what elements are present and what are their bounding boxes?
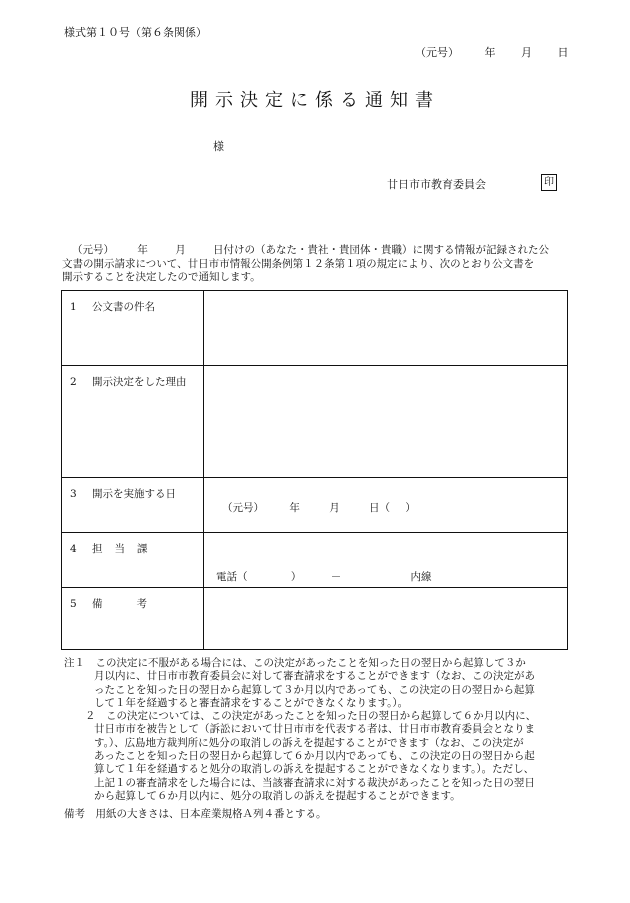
- notice-body: [62, 244, 572, 285]
- note-line: 廿日市市を被告として（訴訟において廿日市市を代表する者は、廿日市市教育委員会となりま: [94, 723, 535, 736]
- row-label-document-title: [62, 291, 204, 366]
- note-line: 上記１の審査請求をした場合には、当該審査請求に対する裁決があったことを知った日の翌日: [94, 776, 535, 789]
- implementation-date-value: [204, 478, 568, 533]
- impl-year: 年: [289, 502, 300, 514]
- phone-label: 電話（: [216, 571, 248, 583]
- body-era: （元号）: [72, 244, 114, 256]
- remarks-value: [204, 588, 568, 650]
- body-line-3: 開示することを決定したので通知します。: [62, 271, 261, 283]
- note-line: ったことを知った日の翌日から起算して３か月以内であっても、この決定の日の翌日から起算: [94, 683, 535, 696]
- row-number: 2: [70, 376, 77, 388]
- body-line-1-rest: 日付けの（あなた・貴社・貴団体・貴職）に関する情報が記録された公: [213, 244, 550, 256]
- impl-day: 日（: [369, 502, 391, 514]
- body-line-1: [62, 244, 572, 258]
- addressee-suffix: 様: [213, 140, 224, 153]
- extension-label: 内線: [410, 571, 432, 583]
- dept-label-char: 担: [92, 543, 103, 555]
- phone-close-paren: ）: [290, 571, 302, 583]
- seal-mark: 印: [541, 174, 557, 191]
- form-number: 様式第１０号（第６条関係）: [64, 26, 207, 39]
- row-label-department: [62, 533, 204, 588]
- notes-section: [64, 657, 584, 803]
- note-line: 月以内に、廿日市市教育委員会に対して審査請求をすることができます（なお、この決定があ: [94, 670, 535, 683]
- department-value: [204, 533, 568, 588]
- note-line: あったことを知った日の翌日から起算して６か月以内であっても、この決定の日の翌日から起: [94, 750, 535, 763]
- remarks-footer: 備考 用紙の大きさは、日本産業規格Ａ列４番とする。: [64, 808, 327, 820]
- phone-dash: －: [330, 571, 342, 583]
- row-number: 3: [70, 488, 77, 500]
- note-line: す。）、広島地方裁判所に処分の取消しの訴えを提起することができます（なお、この決定が: [94, 736, 524, 749]
- note-line: して１年を経過すると審査請求をすることができなくなります。）。: [94, 696, 409, 709]
- document-title-value: [204, 291, 568, 366]
- implementation-date-fields: [222, 500, 430, 515]
- impl-close-paren: ）: [405, 502, 416, 514]
- row-number: 5: [70, 598, 77, 610]
- details-table: [61, 290, 568, 650]
- remarks-label-char: 考: [136, 598, 147, 610]
- body-line-2: 文書の開示請求について、廿日市市情報公開条例第１２条第１項の規定により、次のとおり公文書を: [62, 257, 535, 270]
- row-label-reason: [62, 366, 204, 478]
- table-row: [62, 533, 568, 588]
- dept-label-char: 課: [137, 543, 148, 555]
- row-label-text: 公文書の件名: [92, 301, 155, 313]
- note-line: から起算して６か月以内に、処分の取消しの訴えを提起することができます。: [94, 789, 461, 802]
- table-row: [62, 588, 568, 650]
- table-row: [62, 366, 568, 478]
- row-label-implementation-date: [62, 478, 204, 533]
- header-date-era: （元号）: [415, 46, 459, 59]
- dept-label-char: 当: [114, 543, 125, 555]
- table-row: [62, 291, 568, 366]
- row-number: 4: [70, 543, 77, 555]
- row-label-remarks: [62, 588, 204, 650]
- issuer-name: 廿日市市教育委員会: [387, 178, 486, 191]
- header-date: [415, 44, 591, 60]
- page-title: 開示決定に係る通知書: [190, 90, 440, 111]
- impl-month: 月: [329, 502, 340, 514]
- header-date-year: 年: [484, 46, 496, 59]
- note-line: 注１ この決定に不服がある場合には、この決定があったことを知った日の翌日から起算して３か: [64, 657, 526, 669]
- body-year: 年: [137, 244, 148, 256]
- reason-value: [204, 366, 568, 478]
- row-label-text: 開示決定をした理由: [92, 376, 187, 388]
- body-month: 月: [175, 244, 186, 256]
- phone-fields: [216, 569, 446, 584]
- note-line: 算して１年を経過すると処分の取消しの訴えを提起することができなくなります。）。ただし、: [94, 763, 535, 776]
- header-date-day: 日: [557, 46, 569, 59]
- header-date-month: 月: [521, 46, 532, 59]
- impl-era: （元号）: [222, 502, 264, 514]
- remarks-label-char: 備: [92, 598, 103, 610]
- note-line: ２ この決定については、この決定があったことを知った日の翌日から起算して６か月以内に、: [85, 710, 537, 723]
- table-row: [62, 478, 568, 533]
- row-number: 1: [70, 301, 77, 313]
- row-label-text: 開示を実施する日: [92, 488, 176, 500]
